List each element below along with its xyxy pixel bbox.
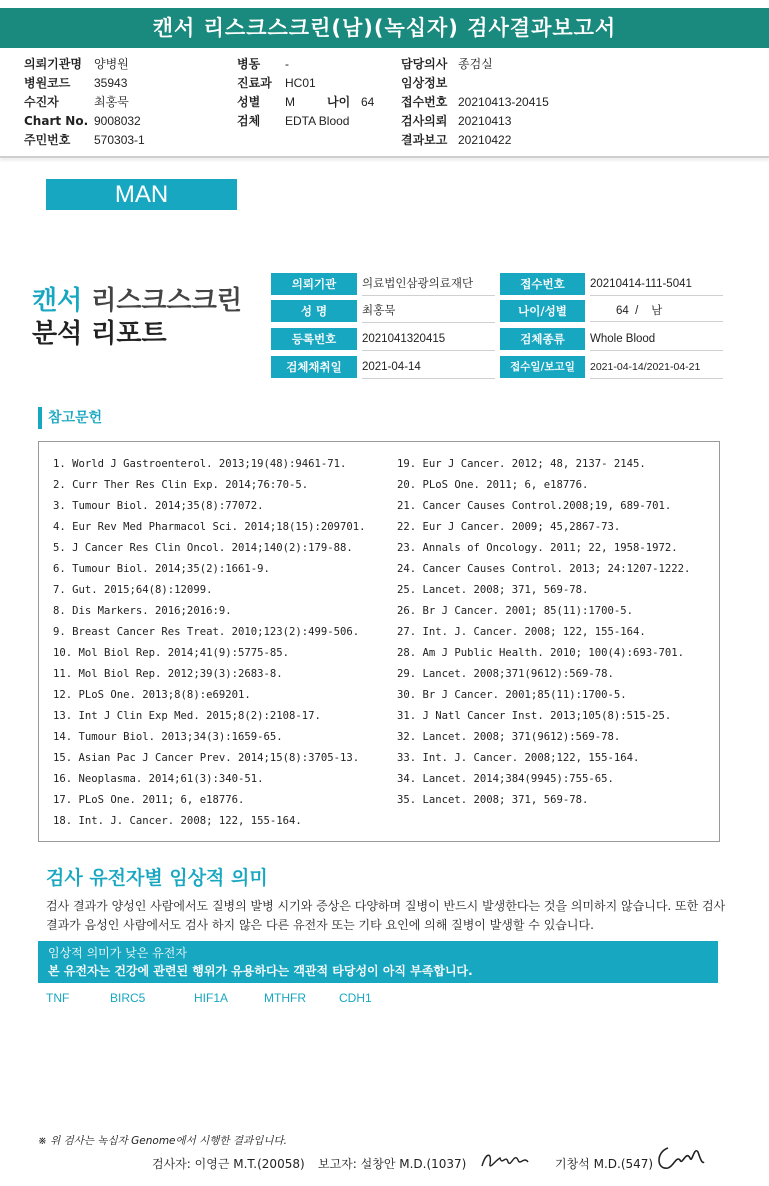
info-value: 64 / 남 (590, 300, 723, 322)
age-label: 나이 (327, 95, 351, 109)
header-label: 검체 (237, 114, 261, 128)
references-box (38, 441, 720, 842)
reference-item: 6. Tumour Biol. 2014;35(2):1661-9. (53, 563, 270, 575)
heading-part-2: 리스크스크린 (91, 286, 242, 316)
reference-item: 1. World J Gastroenterol. 2013;19(48):9461-71. (53, 458, 347, 470)
reference-item: 14. Tumour Biol. 2013;34(3):1659-65. (53, 731, 283, 743)
header-label: 담당의사 (401, 57, 448, 71)
info-value: 20210414-111-5041 (590, 273, 723, 296)
header-label: 병원코드 (24, 76, 71, 90)
info-label: 나이/성별 (500, 300, 585, 322)
header-value: 최홍묵 (94, 95, 129, 109)
info-label: 검체종류 (500, 328, 585, 350)
header-value: 570303-1 (94, 133, 145, 147)
reference-item: 7. Gut. 2015;64(8):12099. (53, 584, 213, 596)
gene-item: MTHFR (264, 991, 306, 1005)
header-value: 9008032 (94, 114, 141, 128)
reference-item: 31. J Natl Cancer Inst. 2013;105(8):515-25. (397, 710, 672, 722)
reference-item: 27. Int. J. Cancer. 2008; 122, 155-164. (397, 626, 646, 638)
info-value: Whole Blood (590, 328, 723, 351)
report-subheading: 분석 리포트 (32, 319, 167, 349)
reference-item: 15. Asian Pac J Cancer Prev. 2014;15(8):3705-13. (53, 752, 360, 764)
heading-part-1: 캔서 (32, 286, 83, 316)
gene-item: HIF1A (194, 991, 229, 1005)
approver-signature-line: 기창석 M.D.(547) (555, 1157, 654, 1171)
reference-item: 11. Mol Biol Rep. 2012;39(3):2683-8. (53, 668, 283, 680)
reference-item: 20. PLoS One. 2011; 6, e18776. (397, 479, 589, 491)
header-label: 진료과 (237, 76, 272, 90)
clinical-description: 검사 결과가 양성인 사람에서도 질병의 발병 시기와 증상은 다양하며 질병이 반드시 발생한다는 것을 의미하지 않습니다. 또한 검사 결과가 음성인 사람에서도 검사 하지 않은 다른 유전자 또는 기타 요인에 의해 질병이 발생할 수 있습니다. (46, 899, 726, 932)
reference-item: 34. Lancet. 2014;384(9945):755-65. (397, 773, 614, 785)
header-col-2 (237, 55, 374, 131)
tester-signature-line: 검사자: 이영근 M.T.(20058) (152, 1157, 305, 1171)
header-value: 20210422 (458, 133, 512, 147)
info-label: 검체채취일 (271, 356, 357, 378)
info-label: 접수일/보고일 (500, 356, 585, 378)
header-value: EDTA Blood (285, 114, 350, 128)
info-value: 2021-04-14/2021-04-21 (590, 356, 723, 379)
header-col-3 (401, 55, 549, 150)
header-label: 임상정보 (401, 76, 448, 90)
reference-item: 19. Eur J Cancer. 2012; 48, 2137- 2145. (397, 458, 646, 470)
header-label: Chart No. (24, 114, 89, 128)
header-label: 수진자 (24, 95, 59, 109)
footer-note: ※ 위 검사는 녹십자 Genome에서 시행한 결과입니다. (38, 1135, 287, 1147)
report-heading (32, 280, 242, 317)
references-heading: 참고문헌 (38, 407, 102, 429)
clinical-heading: 검사 유전자별 임상적 의미 (46, 867, 268, 889)
reference-item: 9. Breast Cancer Res Treat. 2010;123(2):499-506. (53, 626, 360, 638)
references-right-column (397, 454, 690, 811)
header-value: 20210413 (458, 114, 512, 128)
info-label: 등록번호 (271, 328, 357, 350)
header-value: 종검실 (458, 57, 493, 71)
header-divider (0, 156, 769, 158)
header-value: 20210413-20415 (458, 95, 549, 109)
info-value: 의료법인삼광의료재단 (362, 273, 495, 296)
reference-item: 10. Mol Biol Rep. 2014;41(9):5775-85. (53, 647, 289, 659)
reference-item: 23. Annals of Oncology. 2011; 22, 1958-1972. (397, 542, 678, 554)
reference-item: 29. Lancet. 2008;371(9612):569-78. (397, 668, 614, 680)
reference-item: 17. PLoS One. 2011; 6, e18776. (53, 794, 245, 806)
man-badge: MAN (46, 179, 237, 210)
reference-item: 28. Am J Public Health. 2010; 100(4):693-701. (397, 647, 685, 659)
reference-item: 13. Int J Clin Exp Med. 2015;8(2):2108-17. (53, 710, 321, 722)
reference-item: 22. Eur J Cancer. 2009; 45,2867-73. (397, 521, 621, 533)
header-label: 검사의뢰 (401, 114, 448, 128)
low-significance-desc: 본 유전자는 건강에 관련된 행위가 유용하다는 객관적 타당성이 아직 부족합니다. (48, 964, 473, 978)
low-significance-title: 임상적 의미가 낮은 유전자 (48, 946, 187, 960)
header-label: 성별 (237, 95, 261, 109)
reference-item: 18. Int. J. Cancer. 2008; 122, 155-164. (53, 815, 302, 827)
info-label: 접수번호 (500, 273, 585, 295)
reference-item: 3. Tumour Biol. 2014;35(8):77072. (53, 500, 264, 512)
reference-item: 21. Cancer Causes Control.2008;19, 689-701. (397, 500, 672, 512)
reference-item: 32. Lancet. 2008; 371(9612):569-78. (397, 731, 621, 743)
info-value: 2021-04-14 (362, 356, 495, 379)
header-label: 병동 (237, 57, 261, 71)
info-value: 2021041320415 (362, 328, 495, 351)
gene-item: BIRC5 (110, 991, 146, 1005)
reference-item: 35. Lancet. 2008; 371, 569-78. (397, 794, 589, 806)
reference-item: 24. Cancer Causes Control. 2013; 24:1207-1222. (397, 563, 691, 575)
approver-signature-icon (654, 1142, 706, 1176)
report-title: 캔서 리스크스크린(남)(녹십자) 검사결과보고서 (0, 8, 769, 48)
references-left-column (53, 454, 366, 832)
header-col-1 (24, 55, 145, 150)
header-value: 35943 (94, 76, 128, 90)
reference-item: 30. Br J Cancer. 2001;85(11):1700-5. (397, 689, 627, 701)
header-value: - (285, 57, 289, 71)
reference-item: 5. J Cancer Res Clin Oncol. 2014;140(2):179-88. (53, 542, 353, 554)
gene-item: CDH1 (339, 991, 372, 1005)
header-value: M (285, 95, 295, 109)
reference-item: 33. Int. J. Cancer. 2008;122, 155-164. (397, 752, 640, 764)
reference-item: 4. Eur Rev Med Pharmacol Sci. 2014;18(15):209701. (53, 521, 366, 533)
header-label: 접수번호 (401, 95, 448, 109)
reference-item: 25. Lancet. 2008; 371, 569-78. (397, 584, 589, 596)
reporter-signature-icon (478, 1146, 534, 1176)
header-value: 양병원 (94, 57, 129, 71)
info-label: 의뢰기관 (271, 273, 357, 295)
header-label: 의뢰기관명 (24, 57, 82, 71)
reference-item: 2. Curr Ther Res Clin Exp. 2014;76:70-5. (53, 479, 309, 491)
reference-item: 26. Br J Cancer. 2001; 85(11):1700-5. (397, 605, 633, 617)
age-value: 64 (361, 95, 375, 109)
header-label: 주민번호 (24, 133, 71, 147)
reference-item: 8. Dis Markers. 2016;2016:9. (53, 605, 232, 617)
header-value: HC01 (285, 76, 316, 90)
low-significance-banner (38, 941, 718, 983)
info-label: 성 명 (271, 300, 357, 322)
reference-item: 16. Neoplasma. 2014;61(3):340-51. (53, 773, 264, 785)
header-label: 결과보고 (401, 133, 448, 147)
gene-item: TNF (46, 991, 70, 1005)
reporter-signature-line: 보고자: 설창안 M.D.(1037) (318, 1157, 467, 1171)
reference-item: 12. PLoS One. 2013;8(8):e69201. (53, 689, 251, 701)
info-value: 최홍묵 (362, 300, 495, 323)
